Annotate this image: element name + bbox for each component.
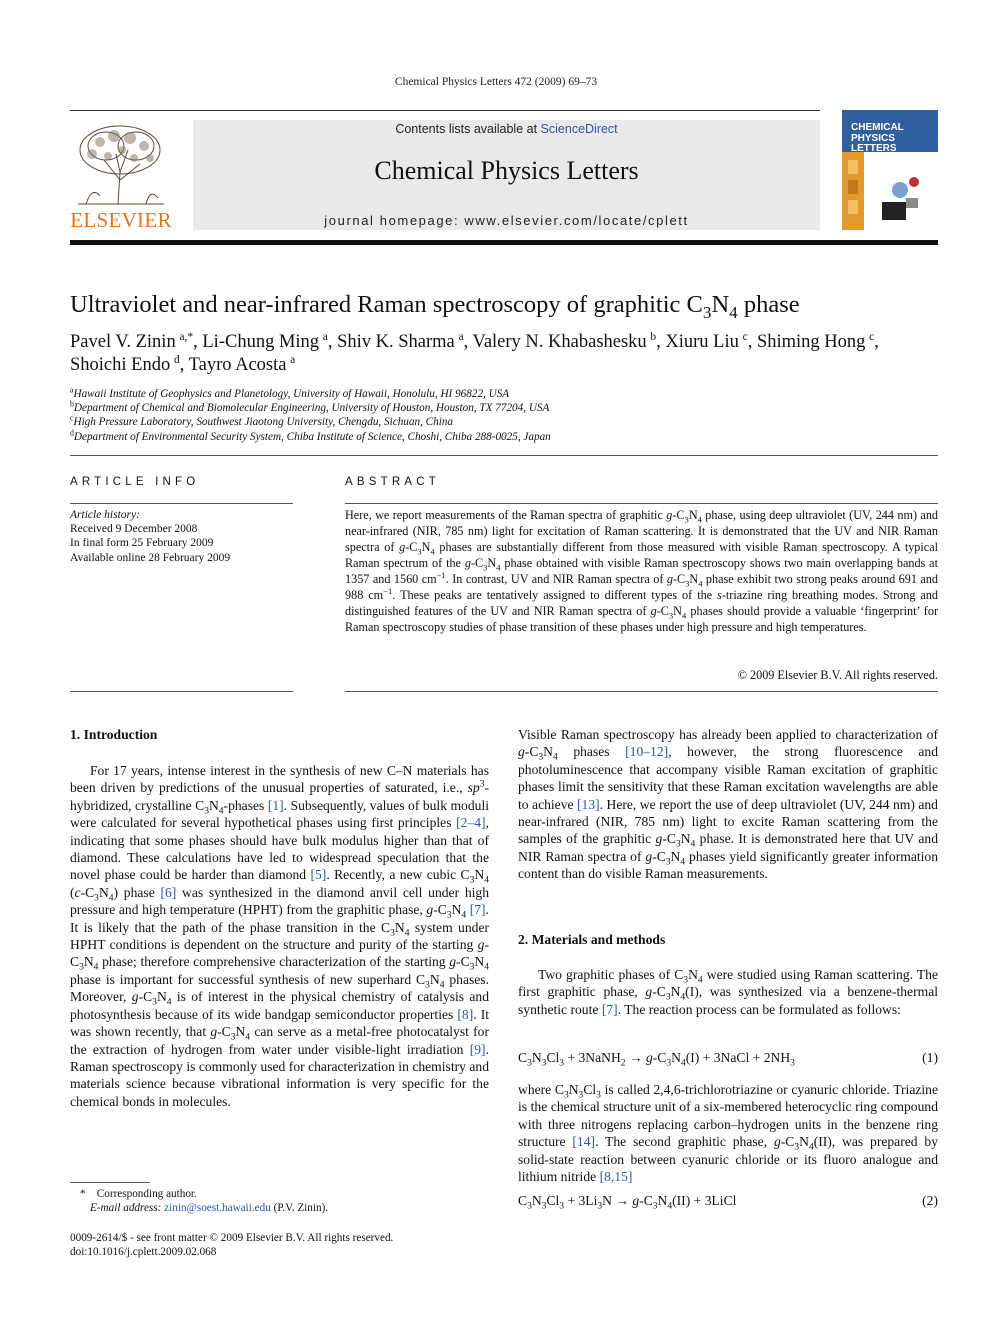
cover-title [851,123,904,155]
masthead-thick-rule [70,240,938,245]
cover-title-line: PHYSICS [851,132,895,144]
affiliation-rule [70,455,938,456]
reference-link[interactable]: [8] [457,1006,474,1022]
author-name[interactable]: Xiuru Liu [665,332,739,352]
author-name[interactable]: Valery N. Khabashesku [472,332,647,352]
equation-number: (1) [922,1050,938,1065]
abstract-end-rule [345,691,938,692]
equation-2: $C_3N_3Cl_3 + 3Li_3N \to g-C_3N_4(II)$ + 3LiCl (2) [518,1193,938,1212]
article-info-end-rule [70,691,293,692]
affiliation-item: $^a$Hawaii Institute of Geophysics and Planetology, University of Hawaii, Honolulu, HI 96822, USA [70,385,510,400]
abstract-heading: ABSTRACT [345,476,440,488]
introduction-body: For 17 years, intense interest in the synthesis of new C–N materials has been driven by predictions of the unusual properties of saturated, i.e., $sp^3$-hybridized, crystalline $C_3N_4$-phases [1]. Subsequently, values of bulk moduli were calculated for several hypothetical phases using first principles [2–4], indicating that some phases should have bulk modulus higher than that of diamond. These calculations have led to widespread speculation that the novel phase could be harder than diamond [5]. Recently, a new cubic $C_3N_4$ $(c-C_3N_4)$ phase [6] was synthesized in the diamond anvil cell under high pressure and high temperature (HPHT) from the graphitic phase, $g-C_3N_4$ [7]. It is likely that the path of the phase transition in the $C_3N_4$ system under HPHT conditions is dependent on the structure and purity of the starting $g-C_3N_4$ phase; therefore comprehensive characterization of the starting $g-C_3N_4$ phase is important for successful synthesis of new superhard $C_3N_4$ phases. Moreover, $g-C_3N_4$ is of interest in the physical chemistry of catalysis and photosynthesis because of its wide bandgap semiconductor properties [8]. It was shown recently, that $g-C_3N_4$ can serve as a metal-free photocatalyst for the extraction of hydrogen from water under visible-light irradiation [9]. Raman spectroscopy is commonly used for characterization in chemistry and materials science because vibrational information is very specific for the chemical bonds in molecules. [70,763,490,1109]
author-list: Pavel V. Zinin $^{a,*}$, Li-Chung Ming $^a$, Shiv K. Sharma $^a$, Valery N. Khabashesku $^b$, Xiuru Liu $^c$, Shiming Hong $^c$, Shoichi Endo $^d$, Tayro Acosta $^a$ [70,330,879,375]
author-affil-marker[interactable]: d [173,353,180,366]
journal-citation: Chemical Physics Letters 472 (2009) 69–73 [394,76,598,88]
reference-link[interactable]: [2–4] [456,815,486,831]
elsevier-wordmark: ELSEVIER [70,208,172,232]
author-affil-marker[interactable]: c [869,330,875,343]
reference-link[interactable]: [10–12] [625,744,669,760]
reference-link[interactable]: [13] [577,796,600,812]
methods-body: Two graphitic phases of $C_3N_4$ were studied using Raman scattering. The first graphitic phase, $g-C_3N_4(I)$, was synthesized via a benzene-thermal synthetic route [7]. The reaction process can be formulated as follows: [518,967,939,1017]
homepage-url[interactable]: www.elsevier.com/locate/cplett [464,213,689,228]
elsevier-logo[interactable] [70,120,172,232]
reference-link[interactable]: [9] [469,1041,486,1057]
abstract-rule [345,503,938,504]
contents-line [193,122,820,136]
journal-name: Chemical Physics Letters [374,156,639,185]
author-name[interactable]: Shoichi Endo [70,355,171,375]
article-info-rule [70,503,293,504]
author-affil-marker[interactable]: a,* [179,330,194,343]
affiliation-list [70,387,938,444]
author-affil-marker[interactable]: a [290,353,296,366]
journal-homepage [193,213,820,228]
contents-prefix: Contents lists available at [395,122,538,136]
reference-link[interactable]: [8,15] [599,1169,633,1185]
author-affil-marker[interactable]: a [322,330,328,343]
methods-heading: 2. Materials and methods [518,932,666,947]
affiliation-item: $^b$Department of Chemical and Biomolecular Engineering, University of Houston, Houston, TX 77204, USA [70,399,550,415]
affiliation-item: $^d$Department of Environmental Security System, Chiba Institute of Science, Choshi, Chiba 288-0025, Japan [70,427,551,443]
email-owner: (P.V. Zinin). [273,1202,329,1214]
front-matter [70,1231,490,1259]
issn-line: 0009-2614/$ - see front matter © 2009 Elsevier B.V. All rights reserved. [70,1232,394,1244]
article-info-heading: ARTICLE INFO [70,476,200,488]
corresponding-label: Corresponding author. [96,1188,197,1200]
doi-line[interactable]: doi:10.1016/j.cplett.2009.02.068 [70,1246,217,1258]
introduction-continued: Visible Raman spectroscopy has already been applied to characterization of $g-C_3N_4$ phases [10–12], however, the strong fluorescence and photoluminescence that accompany visible Raman excitation of graphitic phases limit the sensitivity that these Raman excitation wavelengths are able to achieve [13]. Here, we report the use of deep ultraviolet (UV, 244 nm) and near-infrared (NIR, 785 nm) light to excite Raman scattering from the samples of the graphitic $g-C_3N_4$ phase. It is demonstrated here that UV and NIR Raman spectra of $g-C_3N_4$ phases yield significantly greater information content than do visible Raman measurements. [518,727,938,882]
cover-title-line: CHEMICAL [851,122,904,133]
author-name[interactable]: Pavel V. Zinin [70,332,176,352]
equation-1: $C_3N_3Cl_3$ + 3NaNH$_2$ → $g-C_3N_4(I)$ + 3NaCl + $2NH_3$ (1) [518,1050,938,1069]
article-history [70,508,293,565]
header-rule [70,110,820,111]
author-name[interactable]: Li-Chung Ming [202,332,320,352]
author-name[interactable]: Shiv K. Sharma [337,332,455,352]
reference-link[interactable]: [1] [267,797,284,813]
history-online: Available online 28 February 2009 [70,551,231,564]
abstract-text: Here, we report measurements of the Raman spectra of graphitic $g-C_3N_4$ phase, using deep ultraviolet (UV, 244 nm) and near-infrared (NIR, 785 nm) light for excitation of Raman scattering. It is demonstrated that the UV and NIR Raman spectra of $g-C_3N_4$ phases are substantially different from those measured with visible Raman spectroscopy. A typical Raman spectrum of the $g-C_3N_4$ phase obtained with visible Raman spectroscopy shows two main overlapping bands at 1357 and 1560 $cm^{-1}$. In contrast, UV and NIR Raman spectra of $g-C_3N_4$ phase exhibit two strong peaks around 691 and 988 $cm^{-1}$. These peaks are tentatively assigned to different types of the s-triazine ring breathing modes. Strong and distinguished features of the UV and NIR Raman spectra of $g-C_3N_4$ phases should provide a valuable ‘fingerprint’ for Raman spectroscopy studies of phase transition of these phases under high pressure and high temperatures. [345,508,939,634]
footnote-rule [70,1182,150,1183]
reference-link[interactable]: [5] [310,867,327,883]
author-name[interactable]: Shiming Hong [756,332,866,352]
abstract-copyright: © 2009 Elsevier B.V. All rights reserved. [737,668,938,682]
history-label: Article history: [70,509,140,521]
methods-body-continued: where $C_3N_3Cl_3$ is called 2,4,6-trichlorotriazine or cyanuric chloride. Triazine is the chemical structure unit of a six-membered heterocyclic ring compound with three nitrogens replacing carbon–hydrogen units in the benzene ring structure [14]. The second graphitic phase, $g-C_3N_4(II)$, was prepared by solid-state reaction between cyanuric chloride or its fluoro analogue and lithium nitride [8,15] [518,1082,938,1185]
homepage-label: journal homepage: [324,213,460,228]
journal-cover[interactable] [842,110,938,230]
article-title: Ultraviolet and near-infrared Raman spectroscopy of graphitic $C_3N_4$ phase [70,291,800,322]
reference-link[interactable]: [14] [572,1134,596,1150]
author-name[interactable]: Tayro Acosta [188,355,287,375]
history-received: Received 9 December 2008 [70,523,198,536]
cover-title-line: LETTERS [851,143,897,154]
reference-link[interactable]: [7] [469,902,486,918]
corresponding-author-footnote [70,1187,490,1215]
author-affil-marker[interactable]: c [742,330,748,343]
equation-number: (2) [922,1193,938,1208]
author-affil-marker[interactable]: b [650,330,657,343]
reference-link[interactable]: [6] [160,884,177,900]
sciencedirect-link[interactable]: ScienceDirect [540,122,618,136]
history-final-form: In final form 25 February 2009 [70,537,214,550]
email-label: E-mail address: [90,1202,162,1214]
affiliation-item: $^c$High Pressure Laboratory, Southwest Jiaotong University, Chengdu, Sichuan, China [70,413,454,429]
email-link[interactable]: zinin@soest.hawaii.edu [164,1202,271,1214]
introduction-heading: 1. Introduction [70,727,158,742]
footnote-marker: * [80,1188,97,1200]
author-affil-marker[interactable]: a [458,330,464,343]
reference-link[interactable]: [7] [601,1001,618,1017]
